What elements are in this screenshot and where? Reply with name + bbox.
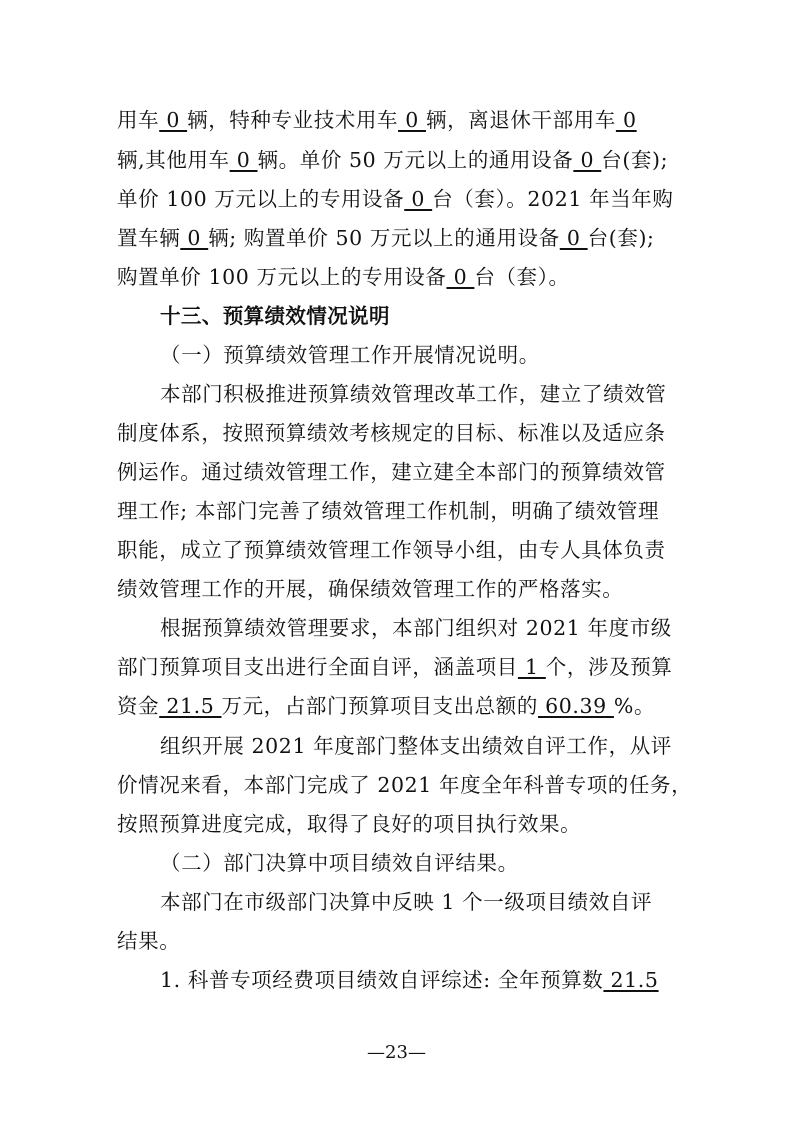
- underlined-value: 0: [446, 265, 475, 289]
- paragraph-line: 职能，成立了预算绩效管理工作领导小组，由专人具体负责: [117, 538, 666, 562]
- underlined-value: 0: [573, 148, 602, 172]
- page-number: —23—: [367, 1042, 426, 1063]
- underlined-value: 0: [159, 108, 188, 132]
- paragraph-line: 本部门在市级部门决算中反映 1 个一级项目绩效自评: [160, 890, 653, 914]
- underlined-value: 0: [404, 187, 433, 211]
- paragraph-line: 结果。: [117, 929, 181, 953]
- subsection-heading: （二）部门决算中项目绩效自评结果。: [160, 851, 519, 875]
- paragraph-line: 价情况来看，本部门完成了 2021 年度全年科普专项的任务，: [117, 773, 693, 797]
- paragraph-line: 购置单价 100 万元以上的专用设备 0 台（套）。: [117, 265, 570, 289]
- paragraph-line: 按照预算进度完成，取得了良好的项目执行效果。: [117, 812, 582, 836]
- paragraph-line: 理工作; 本部门完善了绩效管理工作机制，明确了绩效管理: [117, 499, 660, 523]
- paragraph-line: 根据预算绩效管理要求，本部门组织对 2021 年度市级: [160, 616, 672, 640]
- subsection-heading: （一）预算绩效管理工作开展情况说明。: [160, 343, 540, 367]
- underlined-value: 21.5: [159, 694, 222, 718]
- underlined-value: 0: [180, 226, 209, 250]
- underlined-value: 60.39: [537, 694, 614, 718]
- underlined-value: 0: [615, 108, 637, 132]
- paragraph-line: 制度体系，按照预算绩效考核规定的目标、标准以及适应条: [117, 421, 666, 445]
- underlined-value: 0: [398, 108, 426, 132]
- underlined-value: 1: [517, 655, 546, 679]
- paragraph-line: 本部门积极推进预算绩效管理改革工作，建立了绩效管: [160, 382, 667, 406]
- section-heading: 十三、预算绩效情况说明: [160, 304, 390, 328]
- paragraph-line: 1. 科普专项经费项目绩效自评综述: 全年预算数 21.5: [160, 968, 659, 992]
- paragraph-line: 辆,其他用车 0 辆。单价 50 万元以上的通用设备 0 台(套);: [117, 148, 669, 172]
- paragraph-line: 绩效管理工作的开展，确保绩效管理工作的严格落实。: [117, 577, 624, 601]
- paragraph-line: 组织开展 2021 年度部门整体支出绩效自评工作，从评: [160, 734, 672, 758]
- paragraph-line: 单价 100 万元以上的专用设备 0 台（套）。2021 年当年购: [117, 187, 674, 211]
- underlined-value: 0: [229, 148, 258, 172]
- paragraph-line: 置车辆 0 辆; 购置单价 50 万元以上的通用设备 0 台(套);: [117, 226, 655, 250]
- underlined-value: 21.5: [603, 968, 659, 992]
- paragraph-line: 资金 21.5 万元，占部门预算项目支出总额的 60.39 %。: [117, 694, 656, 718]
- paragraph-line: 用车 0 辆，特种专业技术用车 0 辆，离退休干部用车 0: [117, 108, 637, 132]
- paragraph-line: 部门预算项目支出进行全面自评，涵盖项目 1 个，涉及预算: [117, 655, 673, 679]
- paragraph-line: 例运作。通过绩效管理工作，建立建全本部门的预算绩效管: [117, 460, 666, 484]
- underlined-value: 0: [559, 226, 588, 250]
